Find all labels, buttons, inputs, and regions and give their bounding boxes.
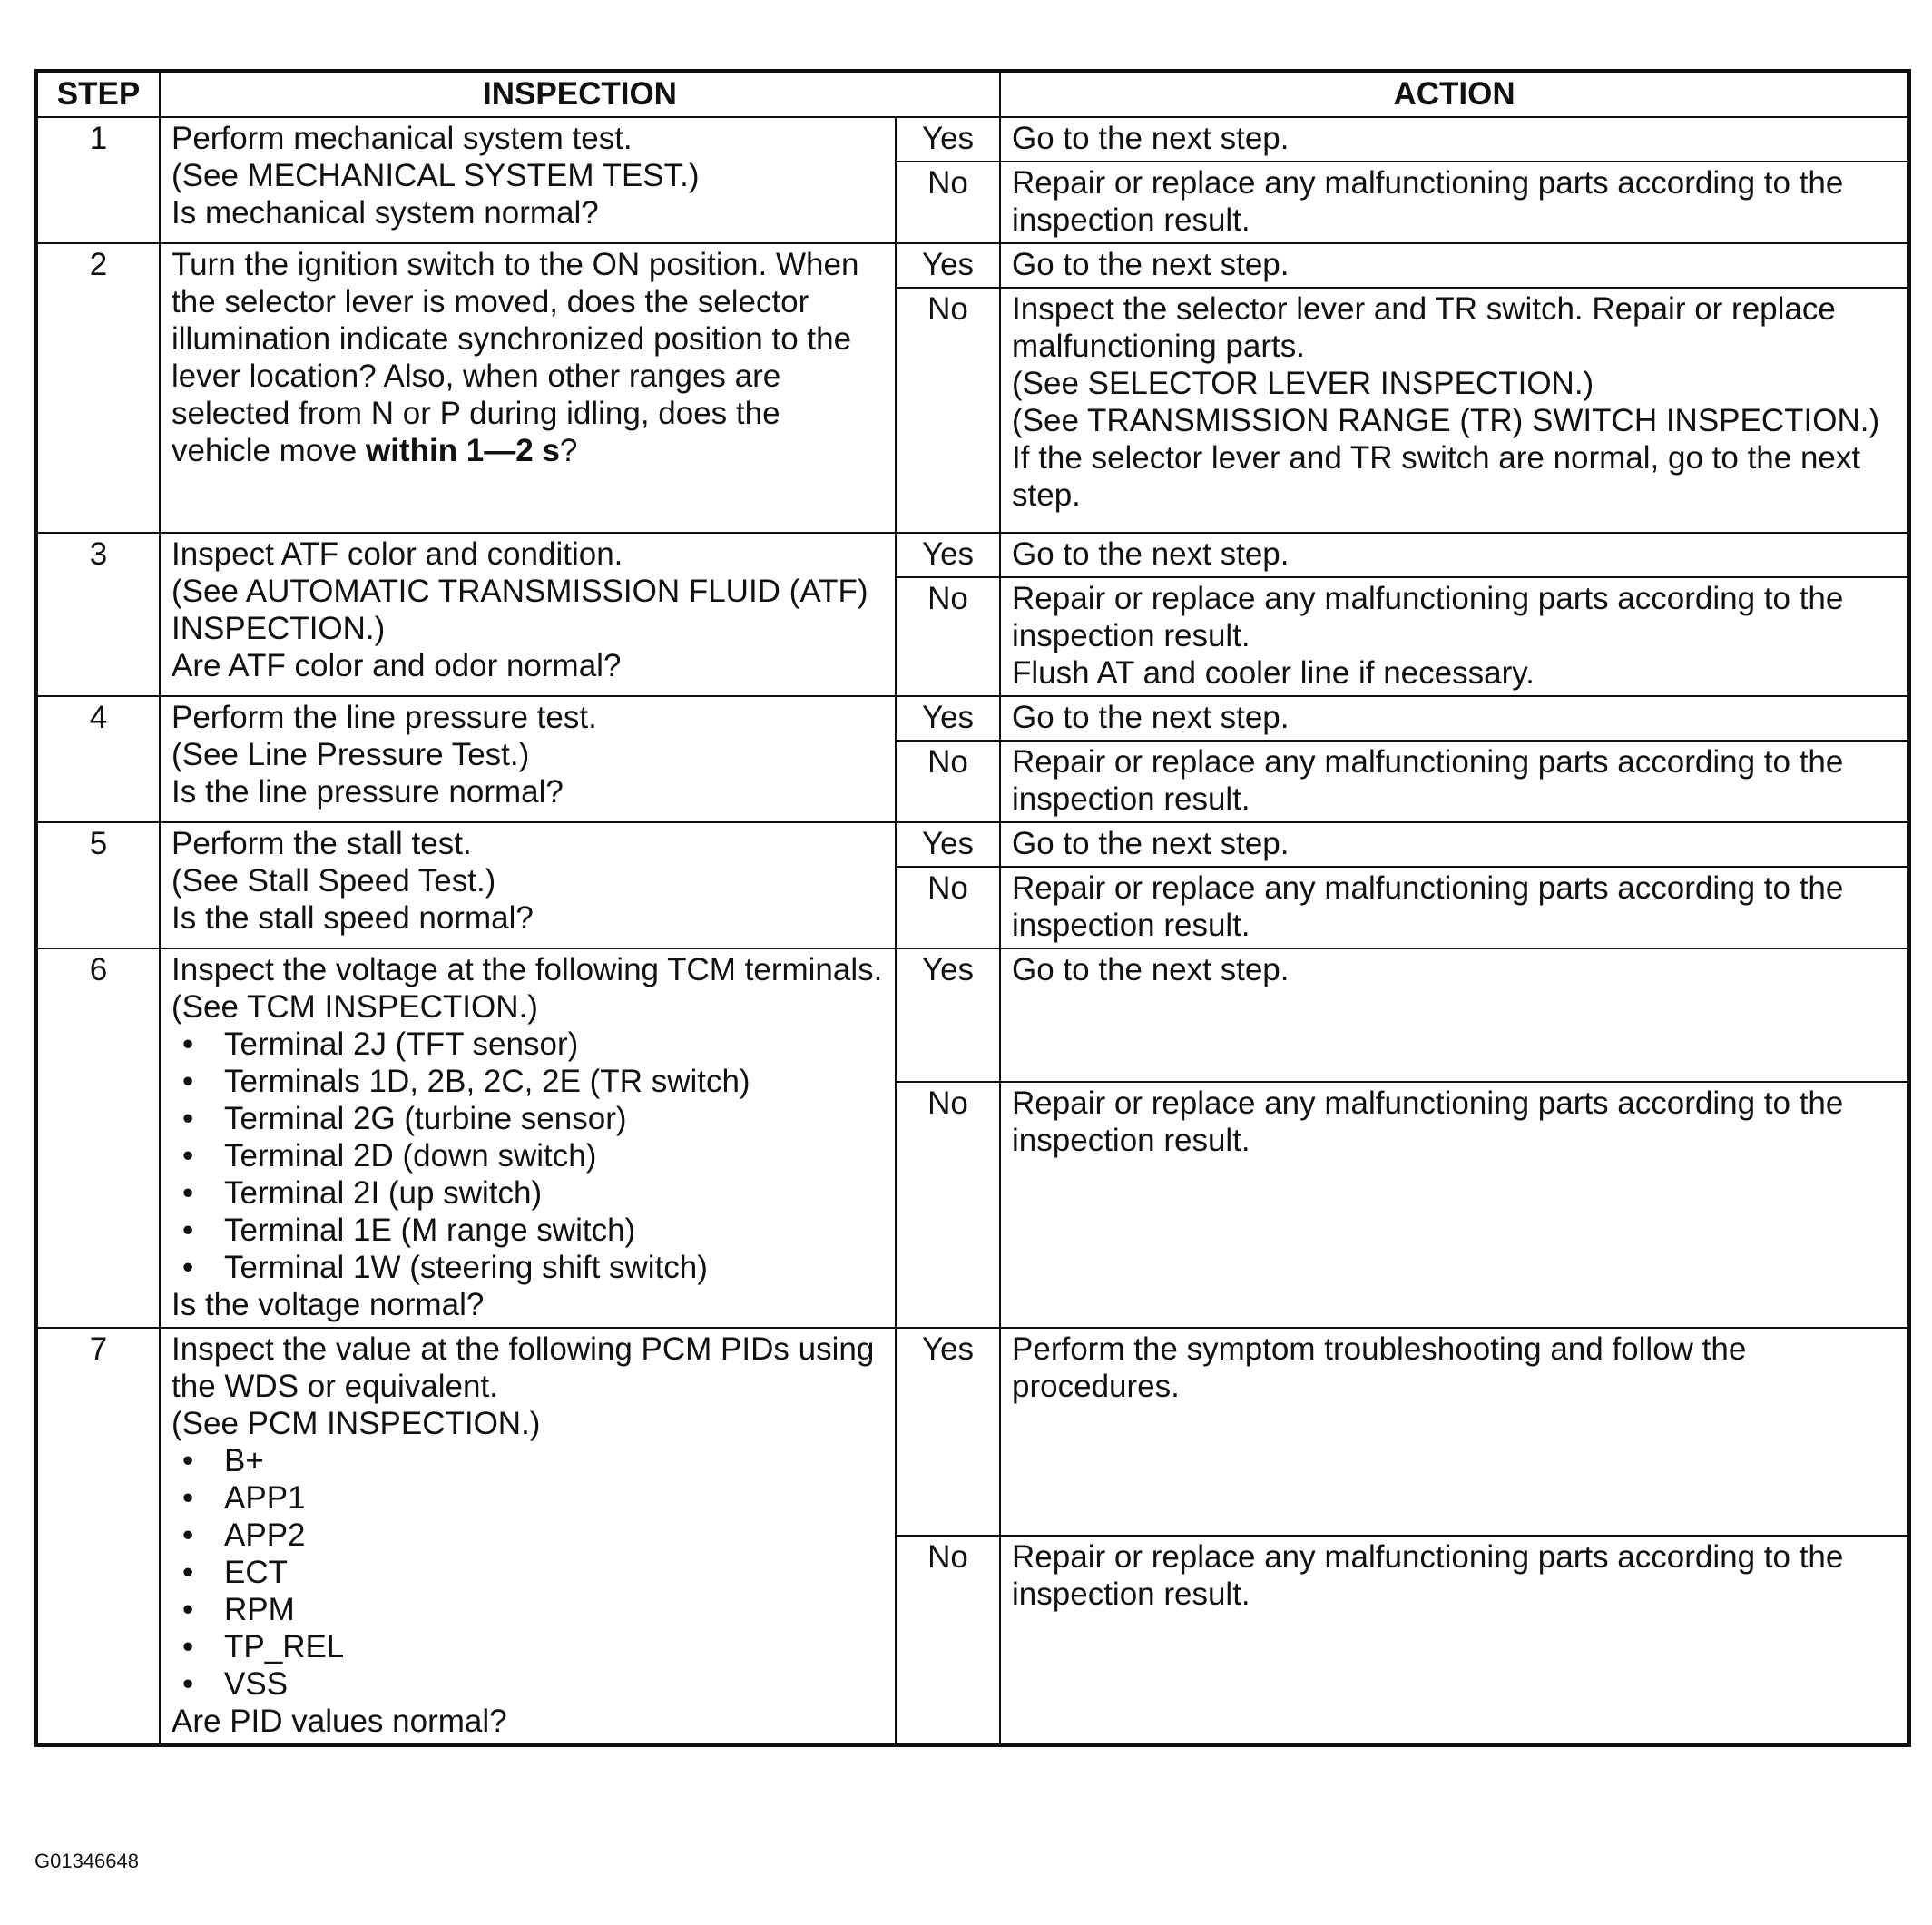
- bullet-icon: •: [182, 1480, 194, 1516]
- yes-action: [1000, 1328, 1909, 1536]
- list-item: [172, 1591, 884, 1628]
- inspection-line: Is mechanical system normal?: [172, 195, 599, 231]
- list-item-text: Terminal 2J (TFT sensor): [224, 1026, 579, 1062]
- bullet-icon: •: [182, 1250, 194, 1285]
- bullet-icon: •: [182, 1175, 194, 1211]
- step-number: 1: [36, 117, 160, 243]
- troubleshooting-table: [34, 69, 1911, 1747]
- bullet-icon: •: [182, 1555, 194, 1590]
- action-line: Repair or replace any malfunctioning parts according to the inspection result.: [1012, 581, 1844, 653]
- inspection-question: Is the voltage normal?: [172, 1287, 485, 1322]
- action-line: Go to the next step.: [1012, 121, 1290, 156]
- header-row: [36, 71, 1909, 117]
- table-row: [36, 948, 1909, 1082]
- no-label: No: [896, 577, 1000, 696]
- yes-action: [1000, 533, 1909, 577]
- action-line: (See SELECTOR LEVER INSPECTION.): [1012, 366, 1594, 401]
- bullet-icon: •: [182, 1064, 194, 1099]
- no-label: No: [896, 1082, 1000, 1328]
- action-line: Repair or replace any malfunctioning parts according to the inspection result.: [1012, 870, 1844, 943]
- yes-label: Yes: [896, 822, 1000, 867]
- list-item: [172, 1137, 884, 1174]
- step-number: 6: [36, 948, 160, 1328]
- table-row: [36, 822, 1909, 867]
- list-item-text: VSS: [224, 1666, 289, 1702]
- inspection-bold-text: within 1—2 s: [365, 433, 560, 468]
- no-action: [1000, 867, 1909, 948]
- inspection-line: (See Stall Speed Test.): [172, 863, 496, 899]
- inspection-line: Is the line pressure normal?: [172, 774, 564, 810]
- no-action: [1000, 741, 1909, 822]
- yes-action: [1000, 243, 1909, 288]
- table-row: [36, 533, 1909, 577]
- inspection-line: (See TCM INSPECTION.): [172, 989, 538, 1025]
- list-item-text: Terminal 1W (steering shift switch): [224, 1250, 708, 1285]
- inspection-line: Is the stall speed normal?: [172, 900, 534, 936]
- action-line: Go to the next step.: [1012, 536, 1290, 572]
- no-action: [1000, 162, 1909, 243]
- inspection-cell: [160, 822, 896, 948]
- action-line: Inspect the selector lever and TR switch. Repair or replace malfunctioning parts.: [1012, 291, 1836, 364]
- list-item: [172, 1628, 884, 1665]
- no-action: [1000, 1082, 1909, 1328]
- list-item: [172, 1665, 884, 1703]
- inspection-line: Inspect ATF color and condition.: [172, 536, 623, 572]
- list-item: [172, 1442, 884, 1479]
- list-item-text: TP_REL: [224, 1629, 345, 1665]
- yes-label: Yes: [896, 948, 1000, 1082]
- table-row: [36, 243, 1909, 288]
- yes-action: [1000, 948, 1909, 1082]
- no-action: [1000, 288, 1909, 533]
- no-label: No: [896, 867, 1000, 948]
- inspection-line: Perform mechanical system test.: [172, 121, 633, 156]
- yes-label: Yes: [896, 1328, 1000, 1536]
- no-label: No: [896, 1536, 1000, 1745]
- action-line: Repair or replace any malfunctioning parts according to the inspection result.: [1012, 165, 1844, 238]
- list-item-text: Terminal 2D (down switch): [224, 1138, 597, 1174]
- bullet-icon: •: [182, 1443, 194, 1478]
- inspection-text-end: ?: [559, 433, 578, 468]
- no-action: [1000, 577, 1909, 696]
- bullet-icon: •: [182, 1666, 194, 1702]
- inspection-line: Are ATF color and odor normal?: [172, 648, 622, 683]
- yes-action: [1000, 117, 1909, 162]
- list-item-text: B+: [224, 1443, 264, 1478]
- header-inspection: INSPECTION: [160, 71, 1000, 117]
- action-line: If the selector lever and TR switch are normal, go to the next step.: [1012, 440, 1861, 513]
- list-item: [172, 1026, 884, 1063]
- list-item: [172, 1174, 884, 1212]
- inspection-cell: [160, 948, 896, 1328]
- action-line: Go to the next step.: [1012, 247, 1290, 282]
- list-item: [172, 1063, 884, 1100]
- inspection-line: Inspect the value at the following PCM PIDs using the WDS or equivalent.: [172, 1331, 875, 1404]
- inspection-cell: [160, 1328, 896, 1745]
- list-item-text: Terminal 2G (turbine sensor): [224, 1101, 627, 1136]
- action-line: Go to the next step.: [1012, 826, 1290, 861]
- inspection-question: Are PID values normal?: [172, 1704, 507, 1739]
- inspection-line: (See Line Pressure Test.): [172, 737, 530, 772]
- step-number: 5: [36, 822, 160, 948]
- inspection-line: (See MECHANICAL SYSTEM TEST.): [172, 158, 700, 193]
- list-item: [172, 1479, 884, 1517]
- table-row: [36, 1328, 1909, 1536]
- list-item-text: RPM: [224, 1592, 295, 1627]
- action-line: Repair or replace any malfunctioning parts according to the inspection result.: [1012, 1085, 1844, 1159]
- list-item: [172, 1517, 884, 1554]
- terminal-list: [172, 1026, 884, 1286]
- inspection-line: Perform the stall test.: [172, 826, 472, 861]
- list-item-text: Terminal 1E (M range switch): [224, 1213, 636, 1248]
- no-label: No: [896, 288, 1000, 533]
- yes-label: Yes: [896, 243, 1000, 288]
- yes-action: [1000, 822, 1909, 867]
- inspection-cell: [160, 117, 896, 243]
- header-action: ACTION: [1000, 71, 1909, 117]
- bullet-icon: •: [182, 1213, 194, 1248]
- list-item-text: Terminals 1D, 2B, 2C, 2E (TR switch): [224, 1064, 750, 1099]
- inspection-line: Perform the line pressure test.: [172, 700, 597, 735]
- list-item-text: APP1: [224, 1480, 306, 1516]
- no-label: No: [896, 162, 1000, 243]
- inspection-cell: [160, 243, 896, 533]
- yes-action: [1000, 696, 1909, 741]
- list-item-text: Terminal 2I (up switch): [224, 1175, 543, 1211]
- list-item: [172, 1212, 884, 1249]
- table-row: [36, 696, 1909, 741]
- no-label: No: [896, 741, 1000, 822]
- step-number: 3: [36, 533, 160, 696]
- inspection-line: (See PCM INSPECTION.): [172, 1406, 541, 1441]
- action-line: Repair or replace any malfunctioning parts according to the inspection result.: [1012, 1538, 1844, 1612]
- header-step: STEP: [36, 71, 160, 117]
- yes-label: Yes: [896, 696, 1000, 741]
- inspection-cell: [160, 696, 896, 822]
- list-item-text: APP2: [224, 1517, 306, 1553]
- inspection-line: Inspect the voltage at the following TCM terminals.: [172, 952, 883, 987]
- step-number: 2: [36, 243, 160, 533]
- inspection-text: Turn the ignition switch to the ON position. When the selector lever is moved, does the selector illumination indicate synchronized position to the lever location? Also, when other ranges are selected from N or P during idling, does the vehicle move: [172, 247, 859, 468]
- list-item: [172, 1249, 884, 1286]
- inspection-line: (See AUTOMATIC TRANSMISSION FLUID (ATF) INSPECTION.): [172, 574, 868, 646]
- table-row: [36, 117, 1909, 162]
- step-number: 7: [36, 1328, 160, 1745]
- action-line: Go to the next step.: [1012, 700, 1290, 735]
- yes-label: Yes: [896, 117, 1000, 162]
- bullet-icon: •: [182, 1629, 194, 1665]
- list-item-text: ECT: [224, 1555, 288, 1590]
- step-number: 4: [36, 696, 160, 822]
- no-action: [1000, 1536, 1909, 1745]
- bullet-icon: •: [182, 1026, 194, 1062]
- inspection-cell: [160, 533, 896, 696]
- action-line: Repair or replace any malfunctioning parts according to the inspection result.: [1012, 744, 1844, 817]
- action-line: Perform the symptom troubleshooting and follow the procedures.: [1012, 1331, 1747, 1404]
- action-line: (See TRANSMISSION RANGE (TR) SWITCH INSPECTION.): [1012, 403, 1880, 438]
- yes-label: Yes: [896, 533, 1000, 577]
- action-line: Go to the next step.: [1012, 952, 1290, 987]
- action-line: Flush AT and cooler line if necessary.: [1012, 655, 1535, 691]
- bullet-icon: •: [182, 1138, 194, 1174]
- bullet-icon: •: [182, 1101, 194, 1136]
- pid-list: [172, 1442, 884, 1703]
- figure-id: G01346648: [34, 1850, 139, 1872]
- list-item: [172, 1100, 884, 1137]
- list-item: [172, 1554, 884, 1591]
- bullet-icon: •: [182, 1517, 194, 1553]
- bullet-icon: •: [182, 1592, 194, 1627]
